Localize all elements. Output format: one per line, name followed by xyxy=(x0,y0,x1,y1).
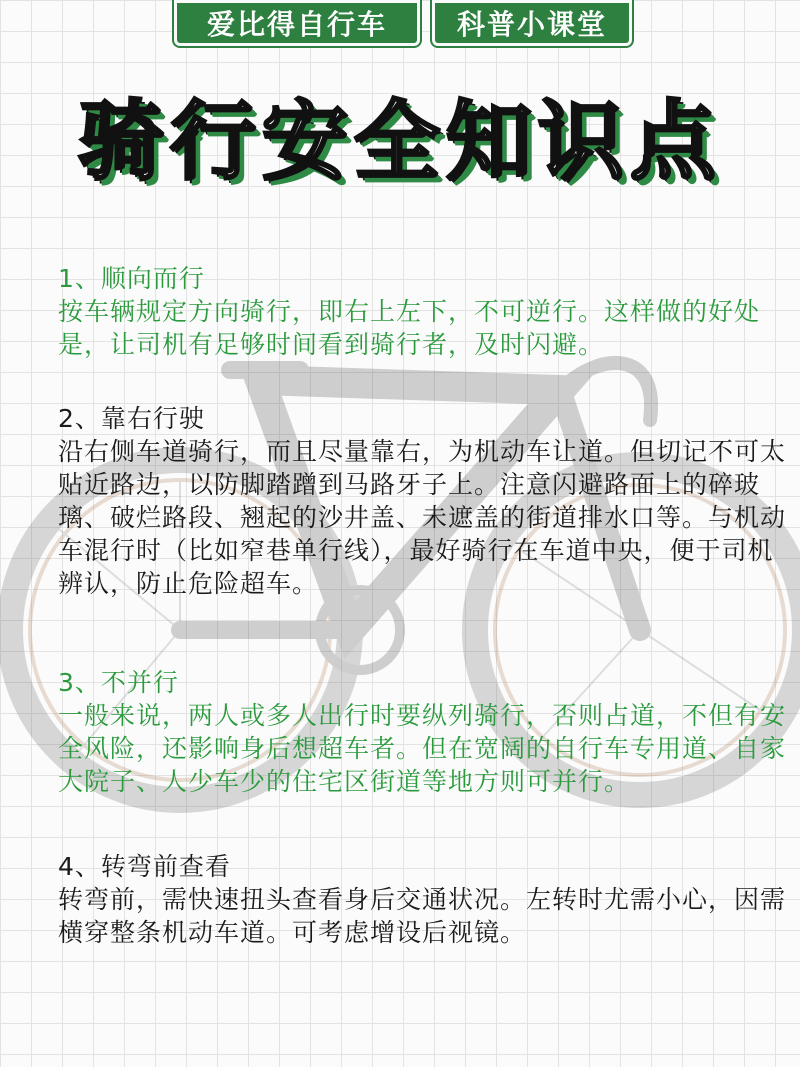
category-tag: 科普小课堂 xyxy=(432,0,632,46)
section-heading: 1、顺向而行 xyxy=(58,264,205,293)
section-1 xyxy=(58,262,768,361)
section-text-line: 按车辆规定方向骑行，即右上左下，不可逆行。这样做的好处 xyxy=(58,297,761,326)
section-text-line: 转弯前，需快速扭头查看身后交通状况。左转时尤需小心，因需 xyxy=(58,885,787,914)
section-4 xyxy=(58,850,787,949)
section-2 xyxy=(58,402,787,600)
section-text-line: 一般来说，两人或多人出行时要纵列骑行，否则占道，不但有安 xyxy=(58,701,787,730)
section-text-line: 是，让司机有足够时间看到骑行者，及时闪避。 xyxy=(58,330,605,359)
section-text-line: 贴近路边，以防脚踏蹭到马路牙子上。注意闪避路面上的碎玻 xyxy=(58,470,761,499)
section-text-line: 沿右侧车道骑行，而且尽量靠右，为机动车让道。但切记不可太 xyxy=(58,437,787,466)
section-heading: 3、不并行 xyxy=(58,668,179,697)
section-text-line: 大院子、人少车少的住宅区街道等地方则可并行。 xyxy=(58,767,631,796)
section-heading: 4、转弯前查看 xyxy=(58,852,231,881)
brand-tag: 爱比得自行车 xyxy=(174,0,420,46)
section-text-line: 横穿整条机动车道。可考虑增设后视镜。 xyxy=(58,918,527,947)
section-text-line: 辨认，防止危险超车。 xyxy=(58,569,319,598)
section-text-line: 车混行时（比如窄巷单行线），最好骑行在车道中央，便于司机 xyxy=(58,536,774,565)
page-title: 骑行安全知识点 xyxy=(78,92,722,192)
section-text-line: 全风险，还影响身后想超车者。但在宽阔的自行车专用道、自家 xyxy=(58,734,787,763)
header-tags xyxy=(0,0,800,56)
section-3 xyxy=(58,666,787,798)
section-text-line: 璃、破烂路段、翘起的沙井盖、未遮盖的街道排水口等。与机动 xyxy=(58,503,787,532)
section-heading: 2、靠右行驶 xyxy=(58,404,205,433)
